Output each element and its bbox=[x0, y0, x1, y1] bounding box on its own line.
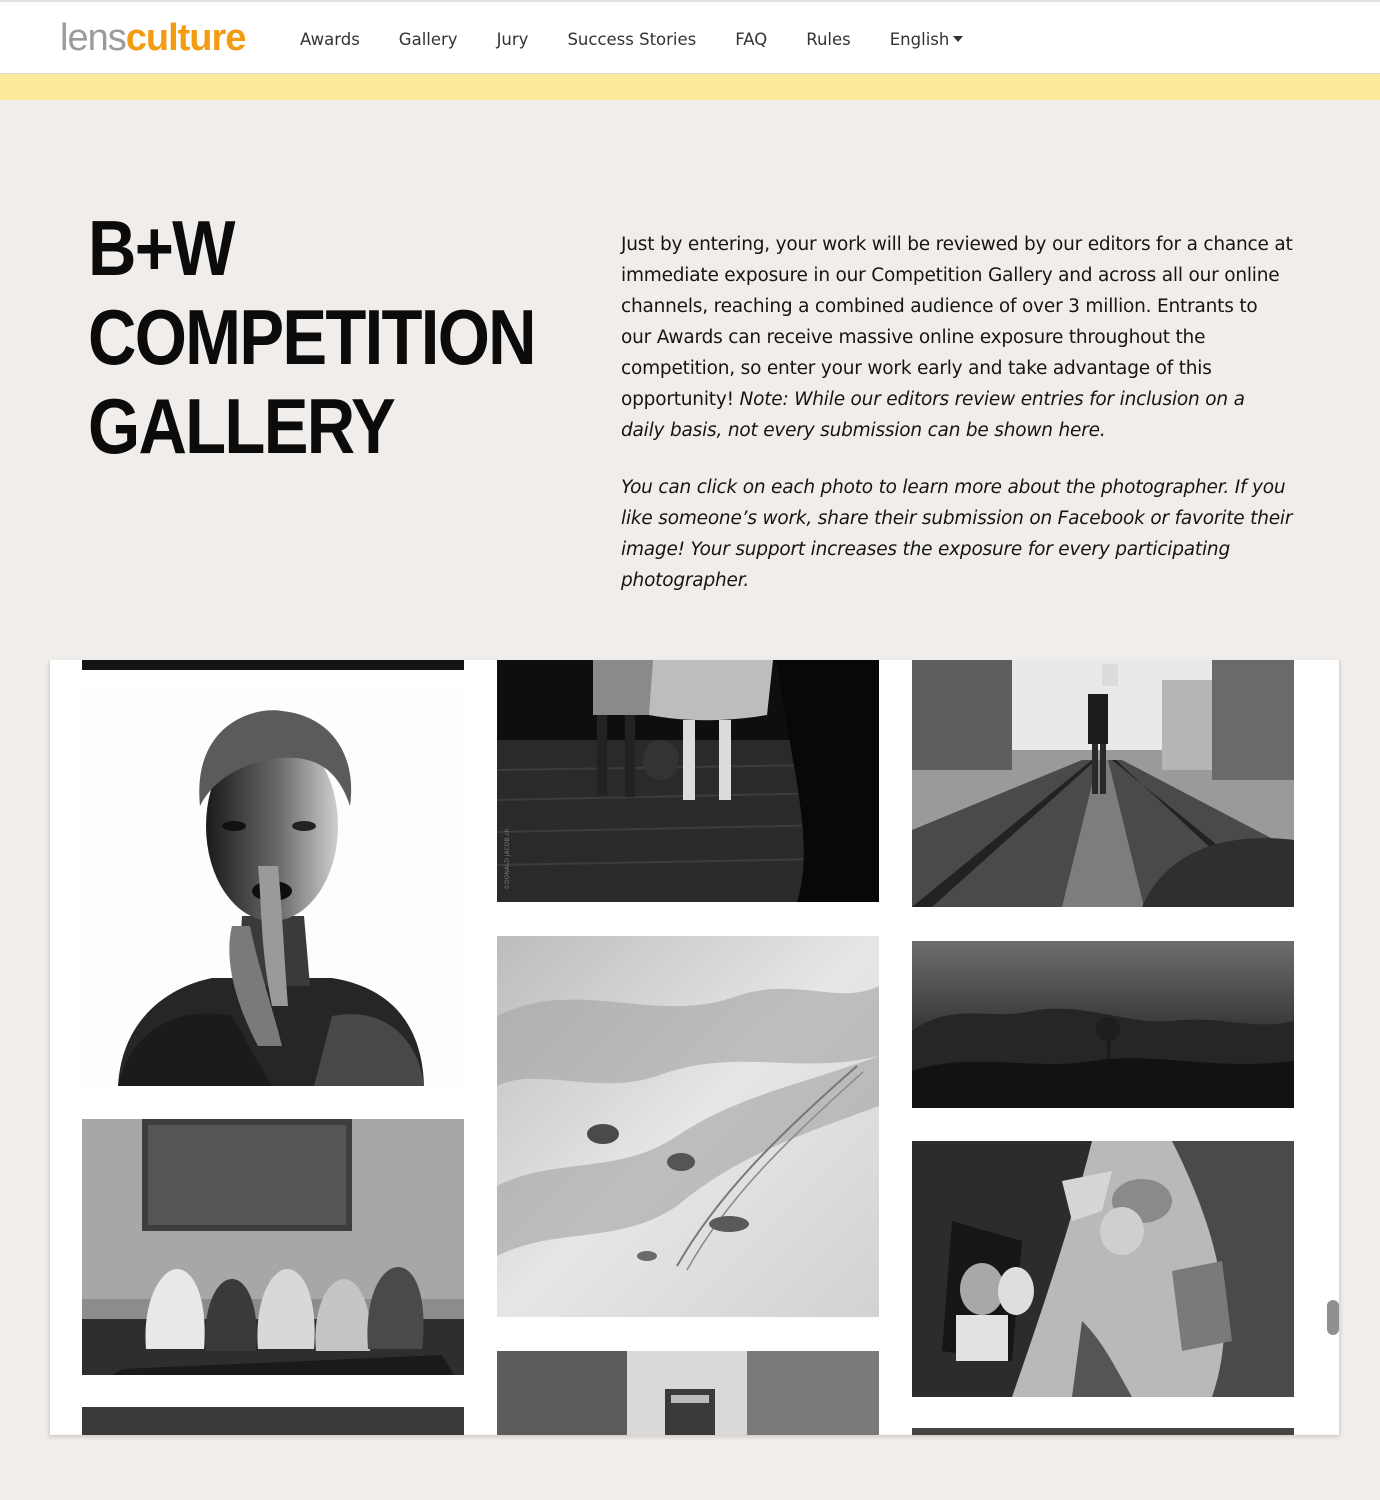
intro-note: Note: While our editors review entries for inclusion on a daily basis, not every submission can be shown here. bbox=[621, 389, 1245, 441]
nav-awards[interactable]: Awards bbox=[300, 30, 360, 49]
photo-thumbnail[interactable] bbox=[497, 1351, 879, 1435]
notice-banner bbox=[0, 74, 1380, 100]
photo-thumbnail[interactable] bbox=[82, 660, 464, 670]
scrollbar-thumb[interactable] bbox=[1327, 1300, 1339, 1335]
title-line-3: GALLERY bbox=[88, 382, 394, 470]
photo-thumbnail[interactable] bbox=[82, 1119, 464, 1375]
page-title bbox=[88, 204, 535, 471]
portrait-photo-image bbox=[82, 686, 464, 1086]
title-line-1: B+W bbox=[88, 204, 234, 292]
photo-thumbnail[interactable] bbox=[497, 936, 879, 1317]
intro-paragraph-1 bbox=[621, 229, 1293, 446]
main-nav bbox=[300, 30, 1002, 49]
nav-jury[interactable]: Jury bbox=[496, 30, 529, 49]
lensculture-logo[interactable] bbox=[60, 16, 245, 60]
language-dropdown[interactable] bbox=[890, 30, 964, 49]
photo-thumbnail[interactable] bbox=[497, 660, 879, 902]
caret-down-icon bbox=[953, 36, 963, 42]
photo-thumbnail[interactable] bbox=[912, 941, 1294, 1108]
snow-dunes-photo-image bbox=[497, 936, 879, 1317]
photo-thumbnail[interactable] bbox=[82, 1407, 464, 1435]
nav-gallery[interactable]: Gallery bbox=[398, 30, 458, 49]
rail-track-photo-image bbox=[912, 660, 1294, 907]
misty-forest-photo-image bbox=[912, 941, 1294, 1108]
girls-legs-photo-image bbox=[497, 660, 879, 902]
photo-gallery bbox=[49, 660, 1340, 1435]
logo-culture-text: culture bbox=[125, 17, 246, 59]
logo-lens-text: lens bbox=[60, 17, 126, 59]
train-window-photo-image bbox=[912, 1141, 1294, 1397]
children-photo-image bbox=[82, 1119, 464, 1375]
intro-paragraph-1-text: Just by entering, your work will be reviewed by our editors for a chance at immediate exposure in our Competition Gallery and across all our online channels, reaching a combined audience of over 3 million. Entrants to our Awards can receive massive online exposure throughout the competition, so enter your work early and take advantage of this opportunity! bbox=[621, 234, 1293, 410]
title-line-2: COMPETITION bbox=[88, 293, 535, 381]
photo-thumbnail[interactable] bbox=[912, 660, 1294, 907]
intro-paragraph-2-text: You can click on each photo to learn more about the photographer. If you like someone’s work, share their submission on Facebook or favorite their image! Your support increases the exposure for every participating photographer. bbox=[621, 477, 1293, 591]
photo-thumbnail[interactable] bbox=[912, 1141, 1294, 1397]
photo-watermark: ©DONALD JACOB.ch bbox=[504, 828, 511, 890]
tram-photo-image bbox=[497, 1351, 879, 1435]
nav-faq[interactable]: FAQ bbox=[735, 30, 768, 49]
top-navigation-bar bbox=[0, 0, 1380, 74]
photo-thumbnail[interactable] bbox=[82, 686, 464, 1086]
nav-success-stories[interactable]: Success Stories bbox=[567, 30, 697, 49]
photo-thumbnail[interactable] bbox=[912, 1428, 1294, 1435]
nav-rules[interactable]: Rules bbox=[806, 30, 851, 49]
intro-paragraph-2 bbox=[621, 472, 1293, 596]
language-label: English bbox=[889, 30, 950, 49]
intro-text bbox=[621, 229, 1293, 622]
